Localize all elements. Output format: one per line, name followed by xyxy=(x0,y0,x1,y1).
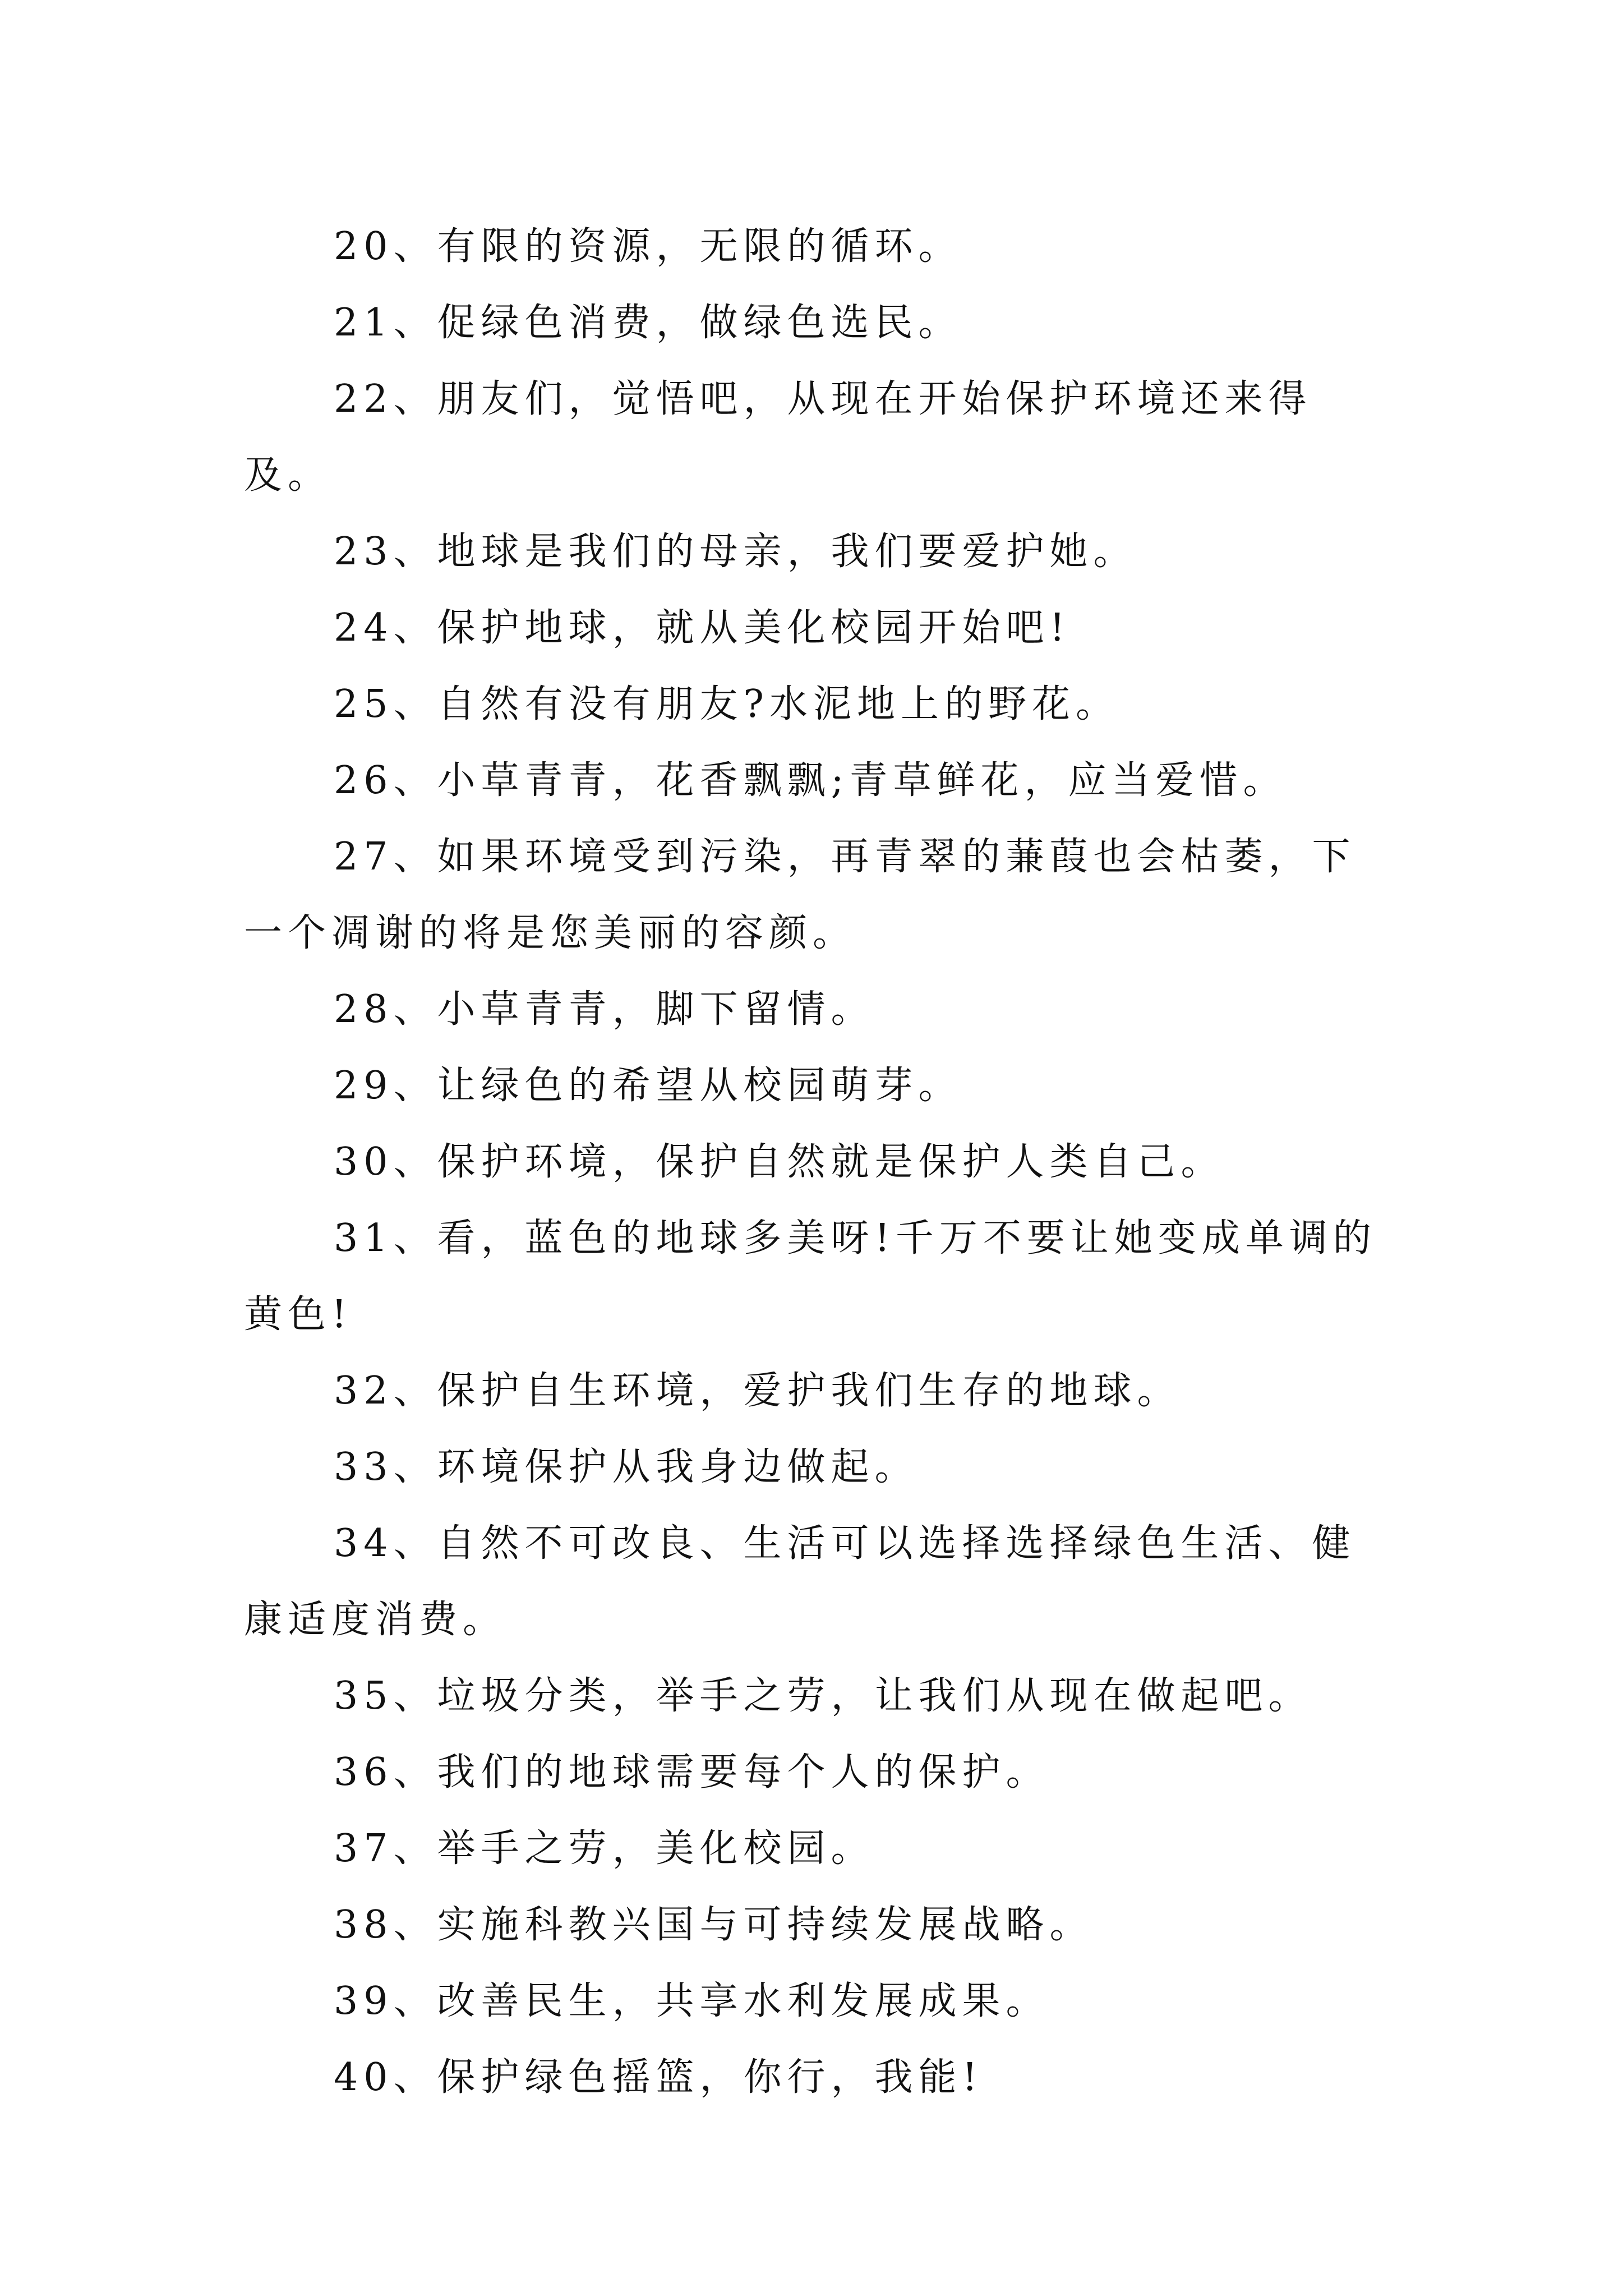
slogan-line: 37、举手之劳，美化校园。 xyxy=(334,1826,875,1871)
slogan-list xyxy=(244,209,1382,2116)
slogan-line: 40、保护绿色摇篮，你行，我能! xyxy=(334,2055,983,2100)
slogan-line: 39、改善民生，共享水利发展成果。 xyxy=(334,1979,1050,2023)
slogan-line: 38、实施科教兴国与可持续发展战略。 xyxy=(334,1903,1094,1947)
slogan-line: 34、自然不可改良、生活可以选择选择绿色生活、健康适度消费。 xyxy=(244,1521,1356,1642)
slogan-line: 26、小草青青，花香飘飘;青草鲜花，应当爱惜。 xyxy=(334,758,1287,803)
slogan-line: 24、保护地球，就从美化校园开始吧! xyxy=(334,606,1071,650)
slogan-line: 35、垃圾分类，举手之劳，让我们从现在做起吧。 xyxy=(334,1674,1312,1718)
slogan-line: 23、地球是我们的母亲，我们要爱护她。 xyxy=(334,530,1137,574)
slogan-line: 22、朋友们，觉悟吧，从现在开始保护环境还来得及。 xyxy=(244,377,1312,498)
slogan-line: 33、环境保护从我身边做起。 xyxy=(334,1445,919,1489)
slogan-line: 36、我们的地球需要每个人的保护。 xyxy=(334,1750,1050,1795)
slogan-line: 21、促绿色消费，做绿色选民。 xyxy=(334,301,962,345)
slogan-line: 28、小草青青，脚下留情。 xyxy=(334,987,875,1032)
slogan-line: 29、让绿色的希望从校园萌芽。 xyxy=(334,1064,962,1108)
slogan-line: 32、保护自生环境，爱护我们生存的地球。 xyxy=(334,1369,1181,1413)
slogan-line: 20、有限的资源，无限的循环。 xyxy=(334,224,962,269)
slogan-line: 30、保护环境，保护自然就是保护人类自己。 xyxy=(334,1140,1225,1184)
slogan-line: 25、自然有没有朋友?水泥地上的野花。 xyxy=(334,682,1119,726)
slogan-line: 27、如果环境受到污染，再青翠的蒹葭也会枯萎，下一个凋谢的将是您美丽的容颜。 xyxy=(244,835,1356,955)
slogan-line: 31、看，蓝色的地球多美呀!千万不要让她变成单调的黄色! xyxy=(244,1216,1377,1337)
